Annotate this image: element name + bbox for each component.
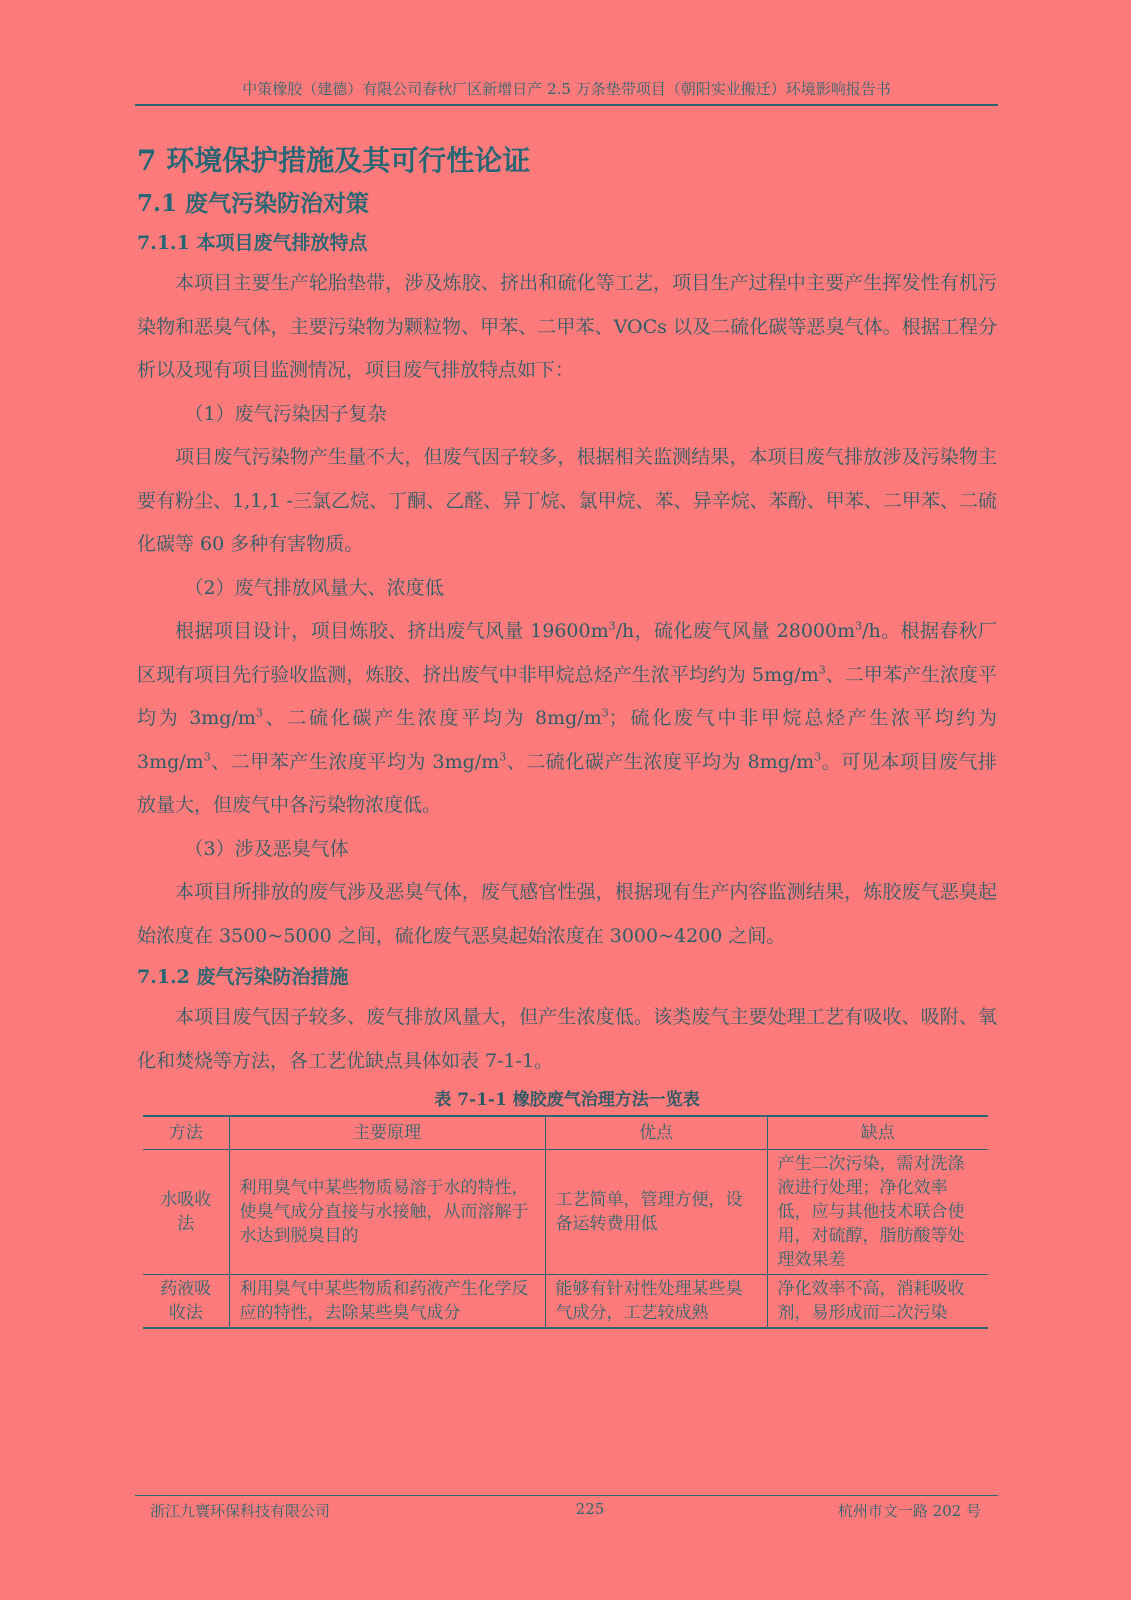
item-1-title: （1）废气污染因子复杂 xyxy=(184,402,387,425)
item-2-text xyxy=(137,610,997,828)
text-run: 、二甲苯产生浓度平均为 3mg/m xyxy=(210,750,500,773)
superscript: 3 xyxy=(608,619,616,633)
superscript: 3 xyxy=(203,750,211,764)
text-run: 、二硫化碳产生浓度平均为 8mg/m xyxy=(262,707,602,729)
superscript: 3 xyxy=(255,706,263,720)
text-run: /h，硫化废气风量 28000m xyxy=(615,620,856,642)
page-number: 225 xyxy=(575,1500,605,1518)
item-3-text: 本项目所排放的废气涉及恶臭气体，废气感官性强，根据现有生产内容监测结果，炼胶废气恶臭起始浓度在 3500~5000 之间，硫化废气恶臭起始浓度在 3000~4200 之间。 xyxy=(137,881,997,947)
paragraph-methods: 本项目废气因子较多、废气排放风量大，但产生浓度低。该类废气主要处理工艺有吸收、吸附、氧化和焚烧等方法，各工艺优缺点具体如表 7-1-1。 xyxy=(137,1006,997,1072)
table-header-cell: 优点 xyxy=(545,1116,767,1150)
table-cell-principle: 利用臭气中某些物质和药液产生化学反应的特性，去除某些臭气成分 xyxy=(229,1275,545,1329)
subsection-title-2: 7.1.2 废气污染防治措施 xyxy=(137,966,349,988)
text-run: 。可见本项目废气排放量大，但废气中各污染物浓度低。 xyxy=(137,750,997,816)
table-cell-method: 水吸收法 xyxy=(143,1150,229,1275)
table-cell-cons: 净化效率不高，消耗吸收剂，易形成而二次污染 xyxy=(767,1275,988,1329)
text-run: 、二甲苯产生浓度平均为 3mg/m xyxy=(137,663,997,729)
subsection-title-1: 7.1.1 本项目废气排放特点 xyxy=(137,232,368,254)
item-2-title: （2）废气排放风量大、浓度低 xyxy=(184,576,444,599)
section-title: 7.1 废气污染防治对策 xyxy=(137,190,370,217)
superscript: 3 xyxy=(855,619,863,633)
superscript: 3 xyxy=(814,750,822,764)
text-run: 、二硫化碳产生浓度平均为 8mg/m xyxy=(506,750,815,773)
footer-company: 浙江九寰环保科技有限公司 xyxy=(150,1502,331,1520)
table-header-row xyxy=(143,1116,988,1150)
table-row xyxy=(143,1275,988,1329)
table-cell-method: 药液吸收法 xyxy=(143,1275,229,1329)
table-header-cell: 方法 xyxy=(143,1116,229,1150)
footer-address: 杭州市文一路 202 号 xyxy=(837,1502,981,1520)
superscript: 3 xyxy=(601,706,609,720)
superscript: 3 xyxy=(499,750,507,764)
table-header-cell: 缺点 xyxy=(767,1116,988,1150)
table-cell-pros: 工艺简单，管理方便，设备运转费用低 xyxy=(545,1150,767,1275)
paragraph-intro: 本项目主要生产轮胎垫带，涉及炼胶、挤出和硫化等工艺，项目生产过程中主要产生挥发性有机污染物和恶臭气体，主要污染物为颗粒物、甲苯、二甲苯、VOCs 以及二硫化碳等恶臭气体。根据工程分析以及现有项目监测情况，项目废气排放特点如下： xyxy=(137,272,997,381)
text-run: ；硫化废气中非甲烷总烃产生浓平均约为 3mg/m xyxy=(137,707,997,773)
item-3-title: （3）涉及恶臭气体 xyxy=(184,837,349,860)
text-run: 根据项目设计，项目炼胶、挤出废气风量 19600m xyxy=(175,620,609,642)
methods-table xyxy=(143,1115,988,1329)
table-cell-pros: 能够有针对性处理某些臭气成分，工艺较成熟 xyxy=(545,1275,767,1329)
superscript: 3 xyxy=(818,663,826,677)
table-caption: 表 7-1-1 橡胶废气治理方法一览表 xyxy=(434,1090,700,1110)
running-header: 中策橡胶（建德）有限公司春秋厂区新增日产 2.5 万条垫带项目（朝阳实业搬迁）环境影响报告书 xyxy=(242,80,891,98)
item-1-text: 项目废气污染物产生量不大，但废气因子较多，根据相关监测结果，本项目废气排放涉及污染物主要有粉尘、1,1,1 -三氯乙烷、丁酮、乙醛、异丁烷、氯甲烷、苯、异辛烷、苯酚、甲苯、二甲苯、二硫化碳等 60 多种有害物质。 xyxy=(137,446,997,555)
table-row xyxy=(143,1150,988,1275)
text-run: /h。根据春秋厂区现有项目先行验收监测，炼胶、挤出废气中非甲烷总烃产生浓平均约为 5mg/m xyxy=(137,620,998,686)
chapter-title: 7 环境保护措施及其可行性论证 xyxy=(137,144,531,177)
page-content xyxy=(137,138,997,1329)
table-header-cell: 主要原理 xyxy=(229,1116,545,1150)
footer-rule xyxy=(135,1495,998,1496)
table-cell-principle: 利用臭气中某些物质易溶于水的特性，使臭气成分直接与水接触，从而溶解于水达到脱臭目的 xyxy=(229,1150,545,1275)
table-cell-cons: 产生二次污染，需对洗涤液进行处理；净化效率低，应与其他技术联合使用，对硫醇，脂肪酸等处理效果差 xyxy=(767,1150,988,1275)
header-rule xyxy=(135,104,998,106)
